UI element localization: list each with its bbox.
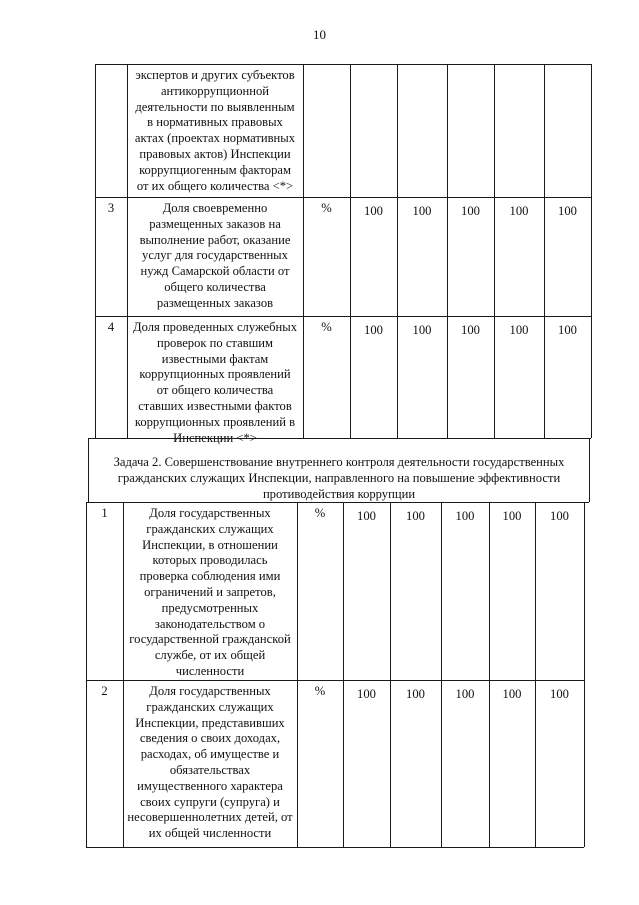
unit: % [314,684,326,698]
indicator-name-line: антикоррупционной [160,83,270,98]
indicator-name-line: сведения о своих доходах, [139,731,281,746]
value-cell: 100 [502,509,522,523]
indicator-name-line: в нормативных правовых [147,115,283,130]
indicator-name-line: Инспекции <*> [173,430,257,445]
indicator-name-line: от общего количества [156,383,274,398]
value-cell: 100 [357,687,376,701]
table-rule [95,64,96,438]
indicator-name-line: численности [175,663,245,678]
table-rule [123,502,124,847]
unit: % [314,506,326,520]
value-cell: 100 [412,323,432,337]
indicator-name-line: своих супруги (супруга) и [140,794,280,809]
indicator-name-line: обязательствах [169,762,251,777]
indicator-name-line: расходах, об имуществе и [140,747,280,762]
task-heading-line: противодействия коррупции [262,486,416,501]
value-cell: 100 [455,687,475,701]
value-cell: 100 [406,687,425,701]
indicator-name-line: от их общего количества <*> [136,178,294,193]
indicator-name-line: размещенных заказов [156,295,274,310]
indicator-name-line: выполнение работ, оказание [139,232,291,247]
value-cell: 100 [406,509,425,523]
indicator-name-line: предусмотренных [161,600,259,615]
value-cell: 100 [412,204,432,218]
task-heading-line: гражданских служащих Инспекции, направленного на повышение эффективности [117,470,561,485]
indicator-name-line: экспертов и других субъектов [135,68,295,82]
table-rule [88,438,89,502]
value-cell: 100 [364,323,383,337]
indicator-name-line: Доля проведенных служебных [133,320,297,334]
page-number: 10 [313,27,326,42]
row-number: 3 [107,201,115,215]
indicator-name-line: проверка соблюдения ими [139,569,281,584]
indicator-name-line: их общей численности [148,826,272,841]
table-rule [95,316,591,317]
table-rule [591,64,592,438]
indicator-name-line: коррупционных проявлений [139,367,291,382]
table-rule [397,64,398,438]
value-cell: 100 [509,204,529,218]
indicator-name-line: службе, от их общей [154,648,266,663]
indicator-name-line: размещенных заказов на [149,216,281,231]
indicator-name-line: актах (проектах нормативных [134,131,296,146]
indicator-name-line: гражданских служащих [146,699,274,714]
row-number: 1 [101,506,108,520]
row-number: 2 [101,684,108,698]
indicator-name-line: нужд Самарской области от [140,264,290,279]
indicator-name-line: правовых актов) Инспекции [139,146,291,161]
indicator-name-line: Доля своевременно [162,201,268,215]
table-rule [86,680,584,681]
table-rule [489,502,490,847]
table-rule [86,847,584,848]
table-rule [86,502,87,847]
task-heading-line: Задача 2. Совершенствование внутреннего контроля деятельности государственных [113,455,565,469]
value-cell: 100 [558,323,577,337]
value-cell: 100 [455,509,475,523]
value-cell: 100 [357,509,376,523]
indicator-name-line: деятельности по выявленным [135,99,295,114]
table-rule [95,197,591,198]
indicator-name-line: которых проводилась [152,553,268,568]
value-cell: 100 [509,323,529,337]
indicator-name-line: известными фактам [161,351,269,366]
table-rule [584,502,585,847]
indicator-name-line: законодательством о [154,616,266,631]
indicator-name-line: Инспекции, в отношении [142,537,278,552]
table-rule [535,502,536,847]
value-cell: 100 [364,204,383,218]
table-rule [390,502,391,847]
table-rule [303,64,304,438]
indicator-name [130,68,300,194]
indicator-name [126,506,294,680]
unit: % [321,320,332,334]
row-number: 4 [107,320,115,334]
indicator-name-line: коррупционных проявлений в [134,414,296,429]
indicator-name-line: несовершеннолетних детей, от [127,810,293,825]
table-rule [589,438,590,502]
table-rule [494,64,495,438]
indicator-name-line: Инспекции, представивших [135,715,285,730]
unit: % [321,201,332,215]
indicator-name-line: общего количества [164,279,266,294]
table-rule [544,64,545,438]
value-cell: 100 [502,687,522,701]
indicator-name-line: Доля государственных [149,684,271,698]
table-rule [447,64,448,438]
indicator-name-line: коррупциогенным факторам [139,162,291,177]
indicator-name [130,201,300,312]
table-rule [343,502,344,847]
indicator-name-line: гражданских служащих [146,521,274,536]
table-rule [95,64,591,65]
value-cell: 100 [558,204,577,218]
table-rule [127,64,128,438]
indicator-name-line: государственной гражданской [129,632,291,647]
table-rule [441,502,442,847]
indicator-name [130,320,300,446]
indicator-name-line: ограничений и запретов, [144,584,276,599]
indicator-name-line: ставших известными фактов [138,398,292,413]
task-heading [92,455,586,502]
indicator-name-line: проверок по ставшим [156,335,274,350]
table-rule [297,502,298,847]
value-cell: 100 [550,509,569,523]
indicator-name-line: имущественного характера [137,778,283,793]
value-cell: 100 [550,687,569,701]
table-rule [350,64,351,438]
indicator-name-line: Доля государственных [149,506,271,520]
indicator-name [126,684,294,842]
value-cell: 100 [461,204,480,218]
indicator-name-line: услуг для государственных [142,248,288,263]
value-cell: 100 [461,323,480,337]
